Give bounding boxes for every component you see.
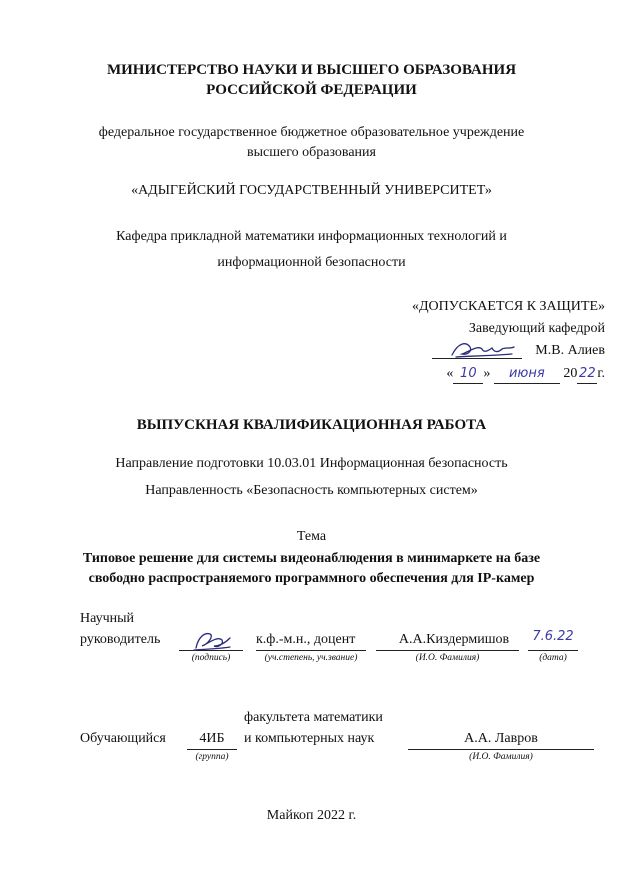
department-line-1: Кафедра прикладной математики информационных технологий и xyxy=(116,229,507,244)
caption-group: (группа) xyxy=(195,752,229,762)
approval-role: Заведующий кафедрой xyxy=(468,321,605,336)
approval-year-suffix: 22 xyxy=(577,364,597,384)
date-open-quote: « xyxy=(446,366,454,381)
topic-label: Тема xyxy=(296,529,327,544)
topic-line-2: свободно распространяемого программного обеспечения для IP-камер xyxy=(88,571,535,586)
ministry-line-2: РОССИЙСКОЙ ФЕДЕРАЦИИ xyxy=(206,82,417,98)
supervisor-name: А.А.Киздермишов xyxy=(398,632,510,647)
student-label: Обучающийся xyxy=(80,731,166,746)
approval-title: «ДОПУСКАЕТСЯ К ЗАЩИТЕ» xyxy=(411,299,605,314)
approval-day: 10 xyxy=(453,364,483,384)
institution-type-line-1: федеральное государственное бюджетное образовательное учреждение xyxy=(98,125,525,140)
supervisor-name-line xyxy=(376,650,519,651)
head-signature-line xyxy=(432,341,522,361)
date-close-quote: » xyxy=(483,366,491,381)
supervisor-date: 7.6.22 xyxy=(532,629,574,644)
supervisor-date-line xyxy=(528,650,578,651)
faculty-line-2: и компьютерных наук xyxy=(244,731,375,746)
caption-student-name: (И.О. Фамилия) xyxy=(469,752,533,762)
approval-year-end: г. xyxy=(597,366,605,381)
student-name-line xyxy=(408,749,594,750)
focus: Направленность «Безопасность компьютерных систем» xyxy=(145,483,478,498)
direction: Направление подготовки 10.03.01 Информационная безопасность xyxy=(115,456,508,471)
caption-degree: (уч.степень, уч.звание) xyxy=(264,653,358,663)
university-name: «АДЫГЕЙСКИЙ ГОСУДАРСТВЕННЫЙ УНИВЕРСИТЕТ» xyxy=(131,183,492,198)
caption-name: (И.О. Фамилия) xyxy=(415,653,480,663)
supervisor-label-line-1: Научный xyxy=(80,611,135,626)
head-name: М.В. Алиев xyxy=(535,343,605,358)
supervisor-degree: к.ф.-м.н., доцент xyxy=(256,632,356,647)
supervisor-degree-line xyxy=(256,650,366,651)
approval-month: июня xyxy=(494,364,560,384)
student-name: А.А. Лавров xyxy=(464,731,538,746)
approval-year-prefix: 20 xyxy=(563,366,578,381)
institution-type-line-2: высшего образования xyxy=(247,145,376,160)
topic-line-1: Типовое решение для системы видеонаблюдения в минимаркете на базе xyxy=(82,551,541,566)
department-line-2: информационной безопасности xyxy=(217,255,406,270)
caption-date: (дата) xyxy=(539,653,567,663)
ministry-line-1: МИНИСТЕРСТВО НАУКИ И ВЫСШЕГО ОБРАЗОВАНИЯ xyxy=(106,62,517,78)
work-type: ВЫПУСКНАЯ КВАЛИФИКАЦИОННАЯ РАБОТА xyxy=(136,417,487,433)
caption-signature: (подпись) xyxy=(191,653,231,663)
supervisor-label-line-2: руководитель xyxy=(80,632,161,647)
head-signature xyxy=(448,339,518,366)
student-group: 4ИБ xyxy=(199,731,225,746)
faculty-line-1: факультета математики xyxy=(244,710,383,725)
student-group-line xyxy=(187,749,237,750)
place-year: Майкоп 2022 г. xyxy=(266,808,357,823)
approval-date xyxy=(446,364,605,384)
